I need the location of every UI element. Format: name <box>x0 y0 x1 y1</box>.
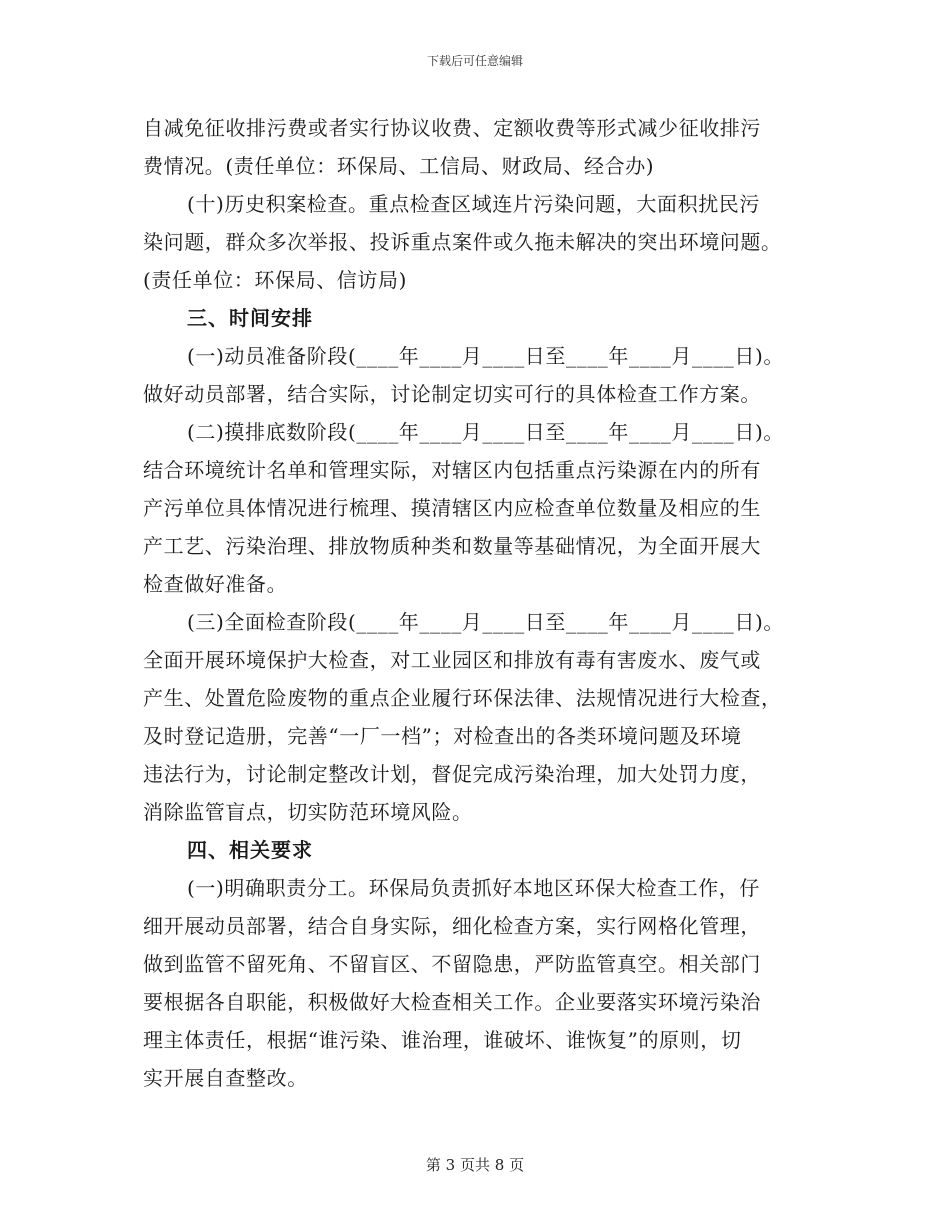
body-line: 自减免征收排污费或者实行协议收费、定额收费等形式减少征收排污 <box>143 116 761 140</box>
body-line: 细开展动员部署，结合自身实际，细化检查方案，实行网格化管理， <box>143 914 761 938</box>
page-header: 下载后可任意编辑 <box>426 54 523 68</box>
body-line: 要根据各自职能，积极做好大检查相关工作。企业要落实环境污染治 <box>143 990 761 1014</box>
body-line: 产工艺、污染治理、排放物质种类和数量等基础情况，为全面开展大 <box>143 534 761 558</box>
paragraph-first-line: (二)摸排底数阶段(____年____月____日至____年____月____日)。 <box>187 420 785 444</box>
body-line: 理主体责任，根据“谁污染、谁治理，谁破坏、谁恢复”的原则，切 <box>143 1028 742 1052</box>
section-heading: 四、相关要求 <box>187 838 313 862</box>
body-line: (责任单位：环保局、信访局) <box>143 268 408 292</box>
body-line: 实开展自查整改。 <box>143 1066 308 1090</box>
document-body <box>143 109 823 1097</box>
body-line: 及时登记造册，完善“一厂一档”；对检查出的各类环境问题及环境 <box>143 724 742 748</box>
page-number: 第 3 页共 8 页 <box>425 1156 525 1174</box>
paragraph-first-line: (一)明确职责分工。环保局负责抓好本地区环保大检查工作，仔 <box>187 876 761 900</box>
body-line: 消除监管盲点，切实防范环境风险。 <box>143 800 473 824</box>
body-line: 染问题，群众多次举报、投诉重点案件或久拖未解决的突出环境问题。 <box>143 230 782 254</box>
body-line: 做好动员部署，结合实际，讨论制定切实可行的具体检查工作方案。 <box>143 382 761 406</box>
body-line: 产污单位具体情况进行梳理、摸清辖区内应检查单位数量及相应的生 <box>143 496 761 520</box>
paragraph-first-line: (十)历史积案检查。重点检查区域连片污染问题，大面积扰民污 <box>187 192 761 216</box>
body-line: 结合环境统计名单和管理实际，对辖区内包括重点污染源在内的所有 <box>143 458 761 482</box>
body-line: 费情况。(责任单位：环保局、工信局、财政局、经合办) <box>143 154 655 178</box>
body-line: 全面开展环境保护大检查，对工业园区和排放有毒有害废水、废气或 <box>143 648 761 672</box>
body-line: 违法行为，讨论制定整改计划，督促完成污染治理，加大处罚力度， <box>143 762 761 786</box>
paragraph-first-line: (一)动员准备阶段(____年____月____日至____年____月____日)。 <box>187 344 785 368</box>
body-line: 产生、处置危险废物的重点企业履行环保法律、法规情况进行大检查， <box>143 686 782 710</box>
body-line: 做到监管不留死角、不留盲区、不留隐患，严防监管真空。相关部门 <box>143 952 761 976</box>
section-heading: 三、时间安排 <box>187 306 313 330</box>
paragraph-first-line: (三)全面检查阶段(____年____月____日至____年____月____日)。 <box>187 610 785 634</box>
body-line: 检查做好准备。 <box>143 572 288 596</box>
